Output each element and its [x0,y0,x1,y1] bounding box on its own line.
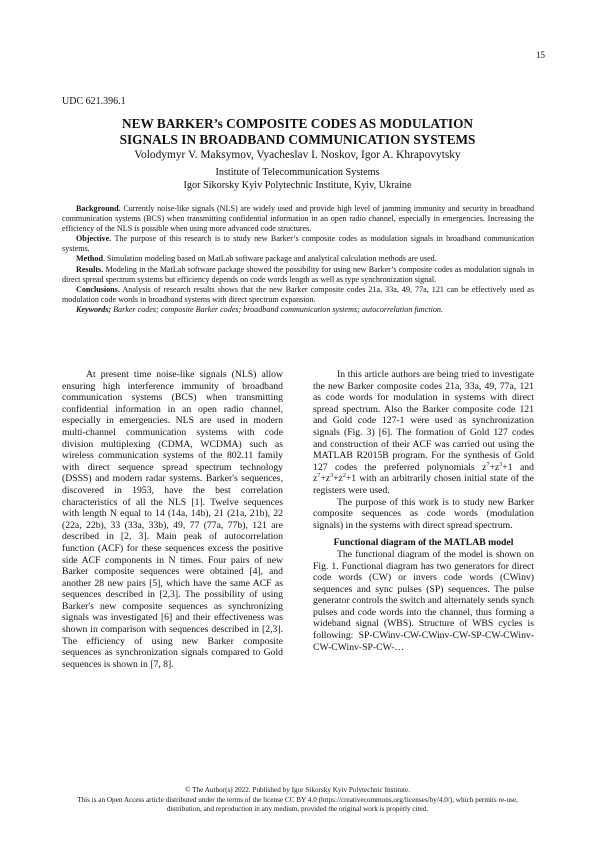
aim-text-6: +1 with an arbitrarily chosen initial state of the registers were used. [313,473,534,496]
purpose-paragraph: The purpose of this work is to study new Barker composite sequences as code words (modulation signals) in the systems with direct spread spectrum. [313,496,534,531]
affiliation-university: Igor Sikorsky Kyiv Polytechnic Institute, Kyiv, Ukraine [183,180,412,191]
results-text: Modeling in the MatLab software package showed the possibility for using new Barker’s composite codes as modulation signals in direct spread spectrum systems but efficiency depends on code words length as well as type synchronization signal. [62,264,534,284]
title-line-2: SIGNALS IN BROADBAND COMMUNICATION SYSTEMS [119,132,476,147]
method-text: . Simulation modeling based on MatLab software package and analytical calculation methods are used. [102,254,437,264]
authors: Volodymyr V. Maksymov, Vyacheslav I. Noskov, Igor A. Khrapovytsky [134,149,461,161]
affiliation [40,166,555,192]
copyright-line: © The Author(s) 2022. Published by Igor Sikorsky Kyiv Polytechnic Institute. [185,786,410,794]
abstract-objective [62,234,534,254]
affiliation-institute: Institute of Telecommunication Systems [215,167,380,178]
abstract-keywords [62,305,534,315]
aim-text-4: +z [320,473,331,485]
objective-text: The purpose of this research is to study new Barker’s composite codes as modulation signals in broadband communication systems. [62,234,534,254]
aim-text-2: +z [489,461,500,473]
license-line-2: distribution, and reproduction in any medium, provided the original work is properly cited. [166,805,429,814]
background-text: Currently noise-like signals (NLS) are widely used and provide high level of jamming immunity and security in broadband communication systems (BCS) when transmitting confidential information in an open radio channel, especially in emergencies. Increasing the efficiency of the NLS is possible when using more advanced code structures. [62,204,534,234]
intro-paragraph: At present time noise-like signals (NLS) allow ensuring high interference immunity of broadband communication systems (BCS) when transmitting confidential information in an open radio channel, especially in emergencies. NLS are used in modern multi-channel communication systems with code division multiplexing (CDMA, WCDMA) such as wireless communication systems of the 802.11 family with direct sequence spread spectrum technology (DSSS) and modern radar systems. Barker's sequences, discovered in 1953, have the best correlation characteristics of all the NLS [1]. Twelve sequences with length N equal to 14 (14a, 14b), 21 (21a, 21b), 22 (22a, 22b), 33 (33a, 33b), 49, 77 (77a, 77b), 121 are described in [2, 3]. Main peak of autocorrelation function (ACF) for these sequences excess the positive side ACF components in N times. Four pairs of new Barker composite sequences were obtained [4], and another 28 new pairs [5], which have the same ACF as sequences described in [2,3]. The possibility of using Barker's new composite sequences as synchronizing signals was investigated [6] and their effectiveness was shown in comparison with sequences described in [2,3]. The efficiency of using new Barker composite sequences as synchronization signals compared to Gold sequences is shown in [7, 8]. [62,369,283,670]
section-heading: Functional diagram of the MATLAB model [333,537,514,549]
license-line: This is an Open Access article distributed under the terms of the license CC BY 4.0 (https://creativecommons.org/licenses/by/4.0/), which permits re-use, [77,795,518,804]
conclusions-text: Analysis of research results shows that the new Barker composite codes 21a, 33a, 49, 77a, 121 can be effectively used as modulation code words in broadband systems with direct spectrum expansion. [62,284,534,304]
keywords-text: Barker codes; composite Barker codes; broadband communication systems; autocorrelation function. [111,304,443,314]
method-label: Method [76,254,103,264]
aim-text-3: +1 and z [313,461,534,485]
abstract [62,204,534,315]
exponent: 3 [499,461,503,468]
conclusions-label: Conclusions. [76,284,120,294]
diagram-paragraph: The functional diagram of the model is shown on Fig. 1. Functional diagram has two generators for direct code words (CW) or invers code words (CWinv) sequences and sync pulses (SP) sequences. The pulse generator controls the switch and alternately sends synch pulses and code words into the channel, thus forming a wideband signal (WBS). Structure of WBS cycles is following: SP-CWinv-CW-CWinv-CW-SP-CW-CWinv-CW-CWinv-SP-CW-… [313,548,534,653]
aim-paragraph [313,369,534,497]
exponent: 7 [486,461,490,468]
title-line-1: NEW BARKER’s COMPOSITE CODES AS MODULATION [121,116,474,131]
exponent: 2 [342,473,346,480]
exponent: 7 [317,473,321,480]
udc-code: UDC 621.396.1 [62,96,126,107]
abstract-results [62,265,534,285]
background-label: Background. [76,204,121,213]
exponent: 3 [330,473,334,480]
license-footer [30,786,565,815]
results-label: Results. [76,264,104,274]
keywords-label: Keywords; [76,304,112,314]
objective-label: Objective. [76,234,112,244]
article-title [40,116,555,148]
abstract-conclusions [62,285,534,305]
page-number: 15 [536,50,545,60]
abstract-method [62,254,534,264]
right-column [313,369,534,653]
abstract-background [62,204,534,234]
left-column [62,369,283,670]
aim-text-1: In this article authors are being tried to investigate the new Barker composite codes 21a, 33a, 49, 77a, 121 as code words for modulation in systems with direct spread spectrum. Also the Barker composite code 121 and Gold code 127-1 were used as synchronization signals (Fig. 3) [6]. The formation of Gold 127 codes and construction of their ACF was carried out using the MATLAB R2015B program. For the synthesis of Gold 127 codes the preferred polynomials z [313,369,534,473]
aim-text-5: +z [333,473,343,485]
